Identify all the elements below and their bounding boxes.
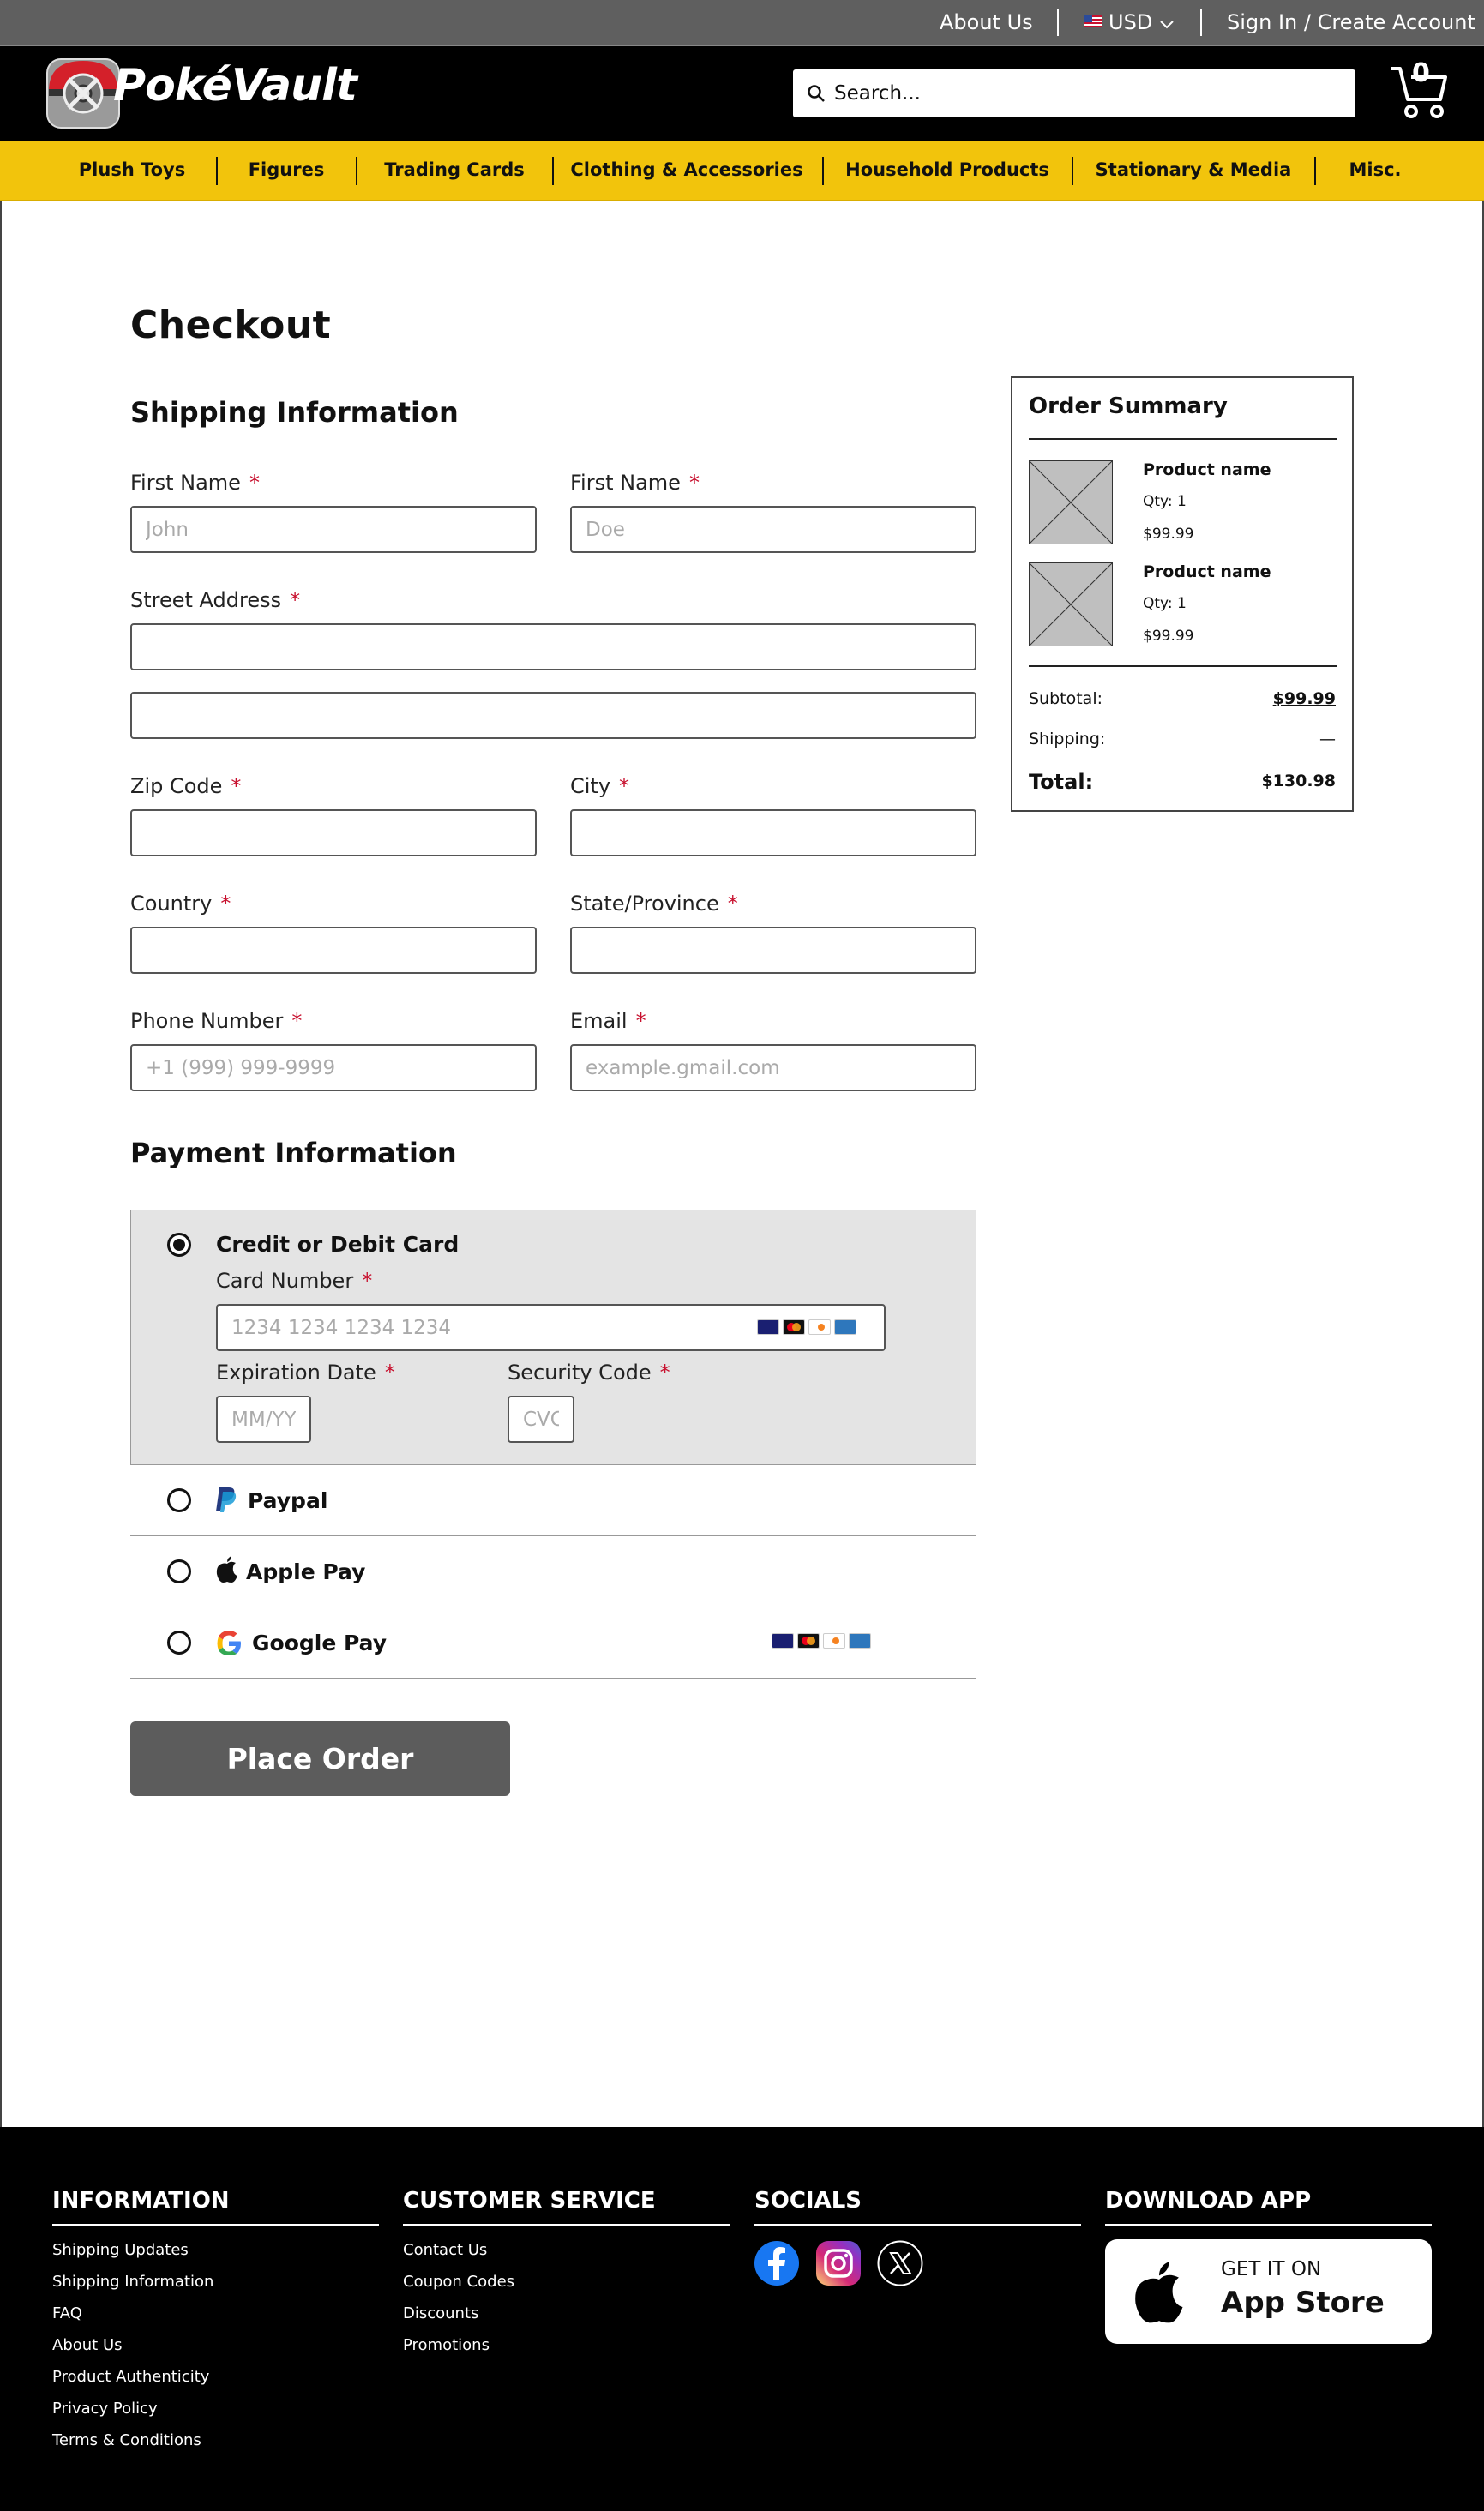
order-summary-panel — [1011, 376, 1354, 812]
nav-divider — [1072, 157, 1073, 185]
nav-divider — [822, 157, 824, 185]
card-brand-logos — [772, 1633, 871, 1649]
product-thumbnail[interactable] — [1029, 562, 1113, 646]
product-qty: Qty: 1 — [1143, 493, 1187, 510]
last-name-label: First Name * — [570, 471, 700, 495]
divider — [1105, 2224, 1432, 2226]
footer-link-discounts[interactable]: Discounts — [403, 2304, 479, 2322]
nav-trading-cards[interactable]: Trading Cards — [384, 159, 525, 180]
state-province-label: State/Province * — [570, 892, 738, 916]
product-price: $99.99 — [1143, 628, 1194, 645]
cart-button[interactable] — [1389, 58, 1449, 122]
app-store-name: App Store — [1221, 2286, 1385, 2320]
credit-card-radio[interactable] — [167, 1233, 191, 1257]
divider — [1029, 665, 1337, 667]
zip-code-field[interactable] — [130, 809, 537, 856]
nav-divider — [552, 157, 554, 185]
category-nav — [0, 141, 1484, 201]
street-address-line1-field[interactable] — [130, 623, 976, 670]
footer-link-coupon-codes[interactable]: Coupon Codes — [403, 2273, 515, 2291]
us-flag-icon — [1084, 15, 1102, 27]
security-code-label: Security Code * — [508, 1361, 670, 1385]
city-field[interactable] — [570, 809, 976, 856]
nav-divider — [1314, 157, 1316, 185]
footer-information-heading: INFORMATION — [52, 2188, 230, 2214]
search-icon — [807, 84, 826, 106]
email-label: Email * — [570, 1009, 646, 1033]
shipping-cost-label: Shipping: — [1029, 730, 1106, 748]
product-price: $99.99 — [1143, 526, 1194, 543]
nav-plush-toys[interactable]: Plush Toys — [78, 159, 186, 180]
footer-download-app-heading: DOWNLOAD APP — [1105, 2188, 1312, 2214]
mastercard-icon — [797, 1633, 820, 1649]
app-store-button[interactable] — [1105, 2239, 1432, 2344]
footer-link-about-us[interactable]: About Us — [52, 2336, 123, 2354]
pokeball-logo-icon[interactable] — [45, 57, 122, 130]
divider — [1029, 438, 1337, 440]
google-pay-label: Google Pay — [252, 1631, 388, 1655]
divider — [1057, 9, 1059, 36]
order-summary-title: Order Summary — [1029, 393, 1228, 419]
subtotal-value: $99.99 — [1272, 689, 1336, 708]
divider — [403, 2224, 730, 2226]
divider — [52, 2224, 379, 2226]
footer-link-privacy-policy[interactable]: Privacy Policy — [52, 2400, 158, 2418]
first-name-field[interactable] — [130, 506, 537, 553]
city-label: City * — [570, 774, 630, 798]
footer-link-product-authenticity[interactable]: Product Authenticity — [52, 2368, 210, 2386]
search-input[interactable] — [834, 76, 1340, 111]
expiration-date-label: Expiration Date * — [216, 1361, 395, 1385]
apple-pay-label: Apple Pay — [246, 1559, 366, 1584]
subtotal-label: Subtotal: — [1029, 689, 1103, 708]
country-field[interactable] — [130, 927, 537, 974]
footer-link-contact-us[interactable]: Contact Us — [403, 2241, 488, 2259]
discover-icon — [808, 1319, 831, 1335]
product-name[interactable]: Product name — [1143, 562, 1271, 581]
apple-pay-radio[interactable] — [167, 1559, 191, 1583]
paypal-radio[interactable] — [167, 1488, 191, 1512]
state-province-field[interactable] — [570, 927, 976, 974]
currency-selector[interactable]: USD — [1108, 10, 1153, 34]
top-utility-bar — [0, 0, 1484, 46]
nav-divider — [216, 157, 218, 185]
total-label: Total: — [1029, 770, 1094, 794]
mastercard-icon — [783, 1319, 805, 1335]
card-brand-logos — [757, 1319, 856, 1335]
street-address-line2-field[interactable] — [130, 692, 976, 739]
place-order-button[interactable]: Place Order — [130, 1721, 510, 1796]
app-store-get-it-on: GET IT ON — [1221, 2258, 1322, 2280]
footer-link-shipping-updates[interactable]: Shipping Updates — [52, 2241, 189, 2259]
search-bar[interactable] — [793, 69, 1355, 117]
divider — [754, 2224, 1081, 2226]
card-number-label: Card Number * — [216, 1269, 373, 1293]
footer-customer-service-heading: CUSTOMER SERVICE — [403, 2188, 656, 2214]
facebook-icon[interactable] — [754, 2240, 800, 2290]
sign-in-link[interactable]: Sign In / Create Account — [1227, 10, 1475, 34]
total-value: $130.98 — [1261, 772, 1336, 790]
nav-divider — [356, 157, 357, 185]
first-name-label: First Name * — [130, 471, 260, 495]
nav-household-products[interactable]: Household Products — [845, 159, 1049, 180]
security-code-field[interactable] — [508, 1396, 574, 1443]
apple-icon — [215, 1555, 239, 1588]
visa-icon — [772, 1633, 794, 1649]
visa-icon — [757, 1319, 779, 1335]
chevron-down-icon[interactable] — [1159, 17, 1175, 33]
product-name[interactable]: Product name — [1143, 460, 1271, 479]
apple-icon — [1129, 2260, 1189, 2330]
page-title: Checkout — [130, 303, 332, 347]
payment-section-title: Payment Information — [130, 1137, 457, 1169]
divider — [1200, 9, 1202, 36]
nav-misc[interactable]: Misc. — [1349, 159, 1402, 180]
footer-link-terms-conditions[interactable]: Terms & Conditions — [52, 2431, 201, 2449]
email-field[interactable] — [570, 1044, 976, 1091]
x-twitter-icon[interactable] — [877, 2240, 923, 2290]
product-qty: Qty: 1 — [1143, 595, 1187, 612]
amex-icon — [849, 1633, 871, 1649]
credit-card-option-label: Credit or Debit Card — [216, 1232, 460, 1257]
phone-number-label: Phone Number * — [130, 1009, 303, 1033]
footer-socials-heading: SOCIALS — [754, 2188, 862, 2214]
footer-link-promotions[interactable]: Promotions — [403, 2336, 490, 2354]
last-name-field[interactable] — [570, 506, 976, 553]
site-logo-text[interactable]: PokéVault — [113, 60, 357, 111]
footer-link-shipping-information[interactable]: Shipping Information — [52, 2273, 214, 2291]
paypal-icon — [215, 1486, 237, 1517]
nav-clothing-accessories[interactable]: Clothing & Accessories — [570, 159, 803, 180]
expiration-date-field[interactable] — [216, 1396, 311, 1443]
phone-number-field[interactable] — [130, 1044, 537, 1091]
instagram-icon[interactable] — [815, 2240, 862, 2290]
street-address-label: Street Address * — [130, 588, 301, 612]
google-icon — [214, 1629, 243, 1661]
zip-code-label: Zip Code * — [130, 774, 242, 798]
nav-stationary-media[interactable]: Stationary & Media — [1095, 159, 1292, 180]
google-pay-radio[interactable] — [167, 1631, 191, 1655]
shipping-section-title: Shipping Information — [130, 396, 459, 429]
about-us-link[interactable]: About Us — [940, 10, 1033, 34]
footer-link-faq[interactable]: FAQ — [52, 2304, 82, 2322]
nav-figures[interactable]: Figures — [248, 159, 325, 180]
country-label: Country * — [130, 892, 231, 916]
discover-icon — [823, 1633, 845, 1649]
product-thumbnail[interactable] — [1029, 460, 1113, 544]
cart-count-badge: 0 — [1412, 58, 1430, 88]
shipping-cost-value: — — [1319, 730, 1336, 748]
paypal-label: Paypal — [248, 1488, 328, 1513]
amex-icon — [834, 1319, 856, 1335]
